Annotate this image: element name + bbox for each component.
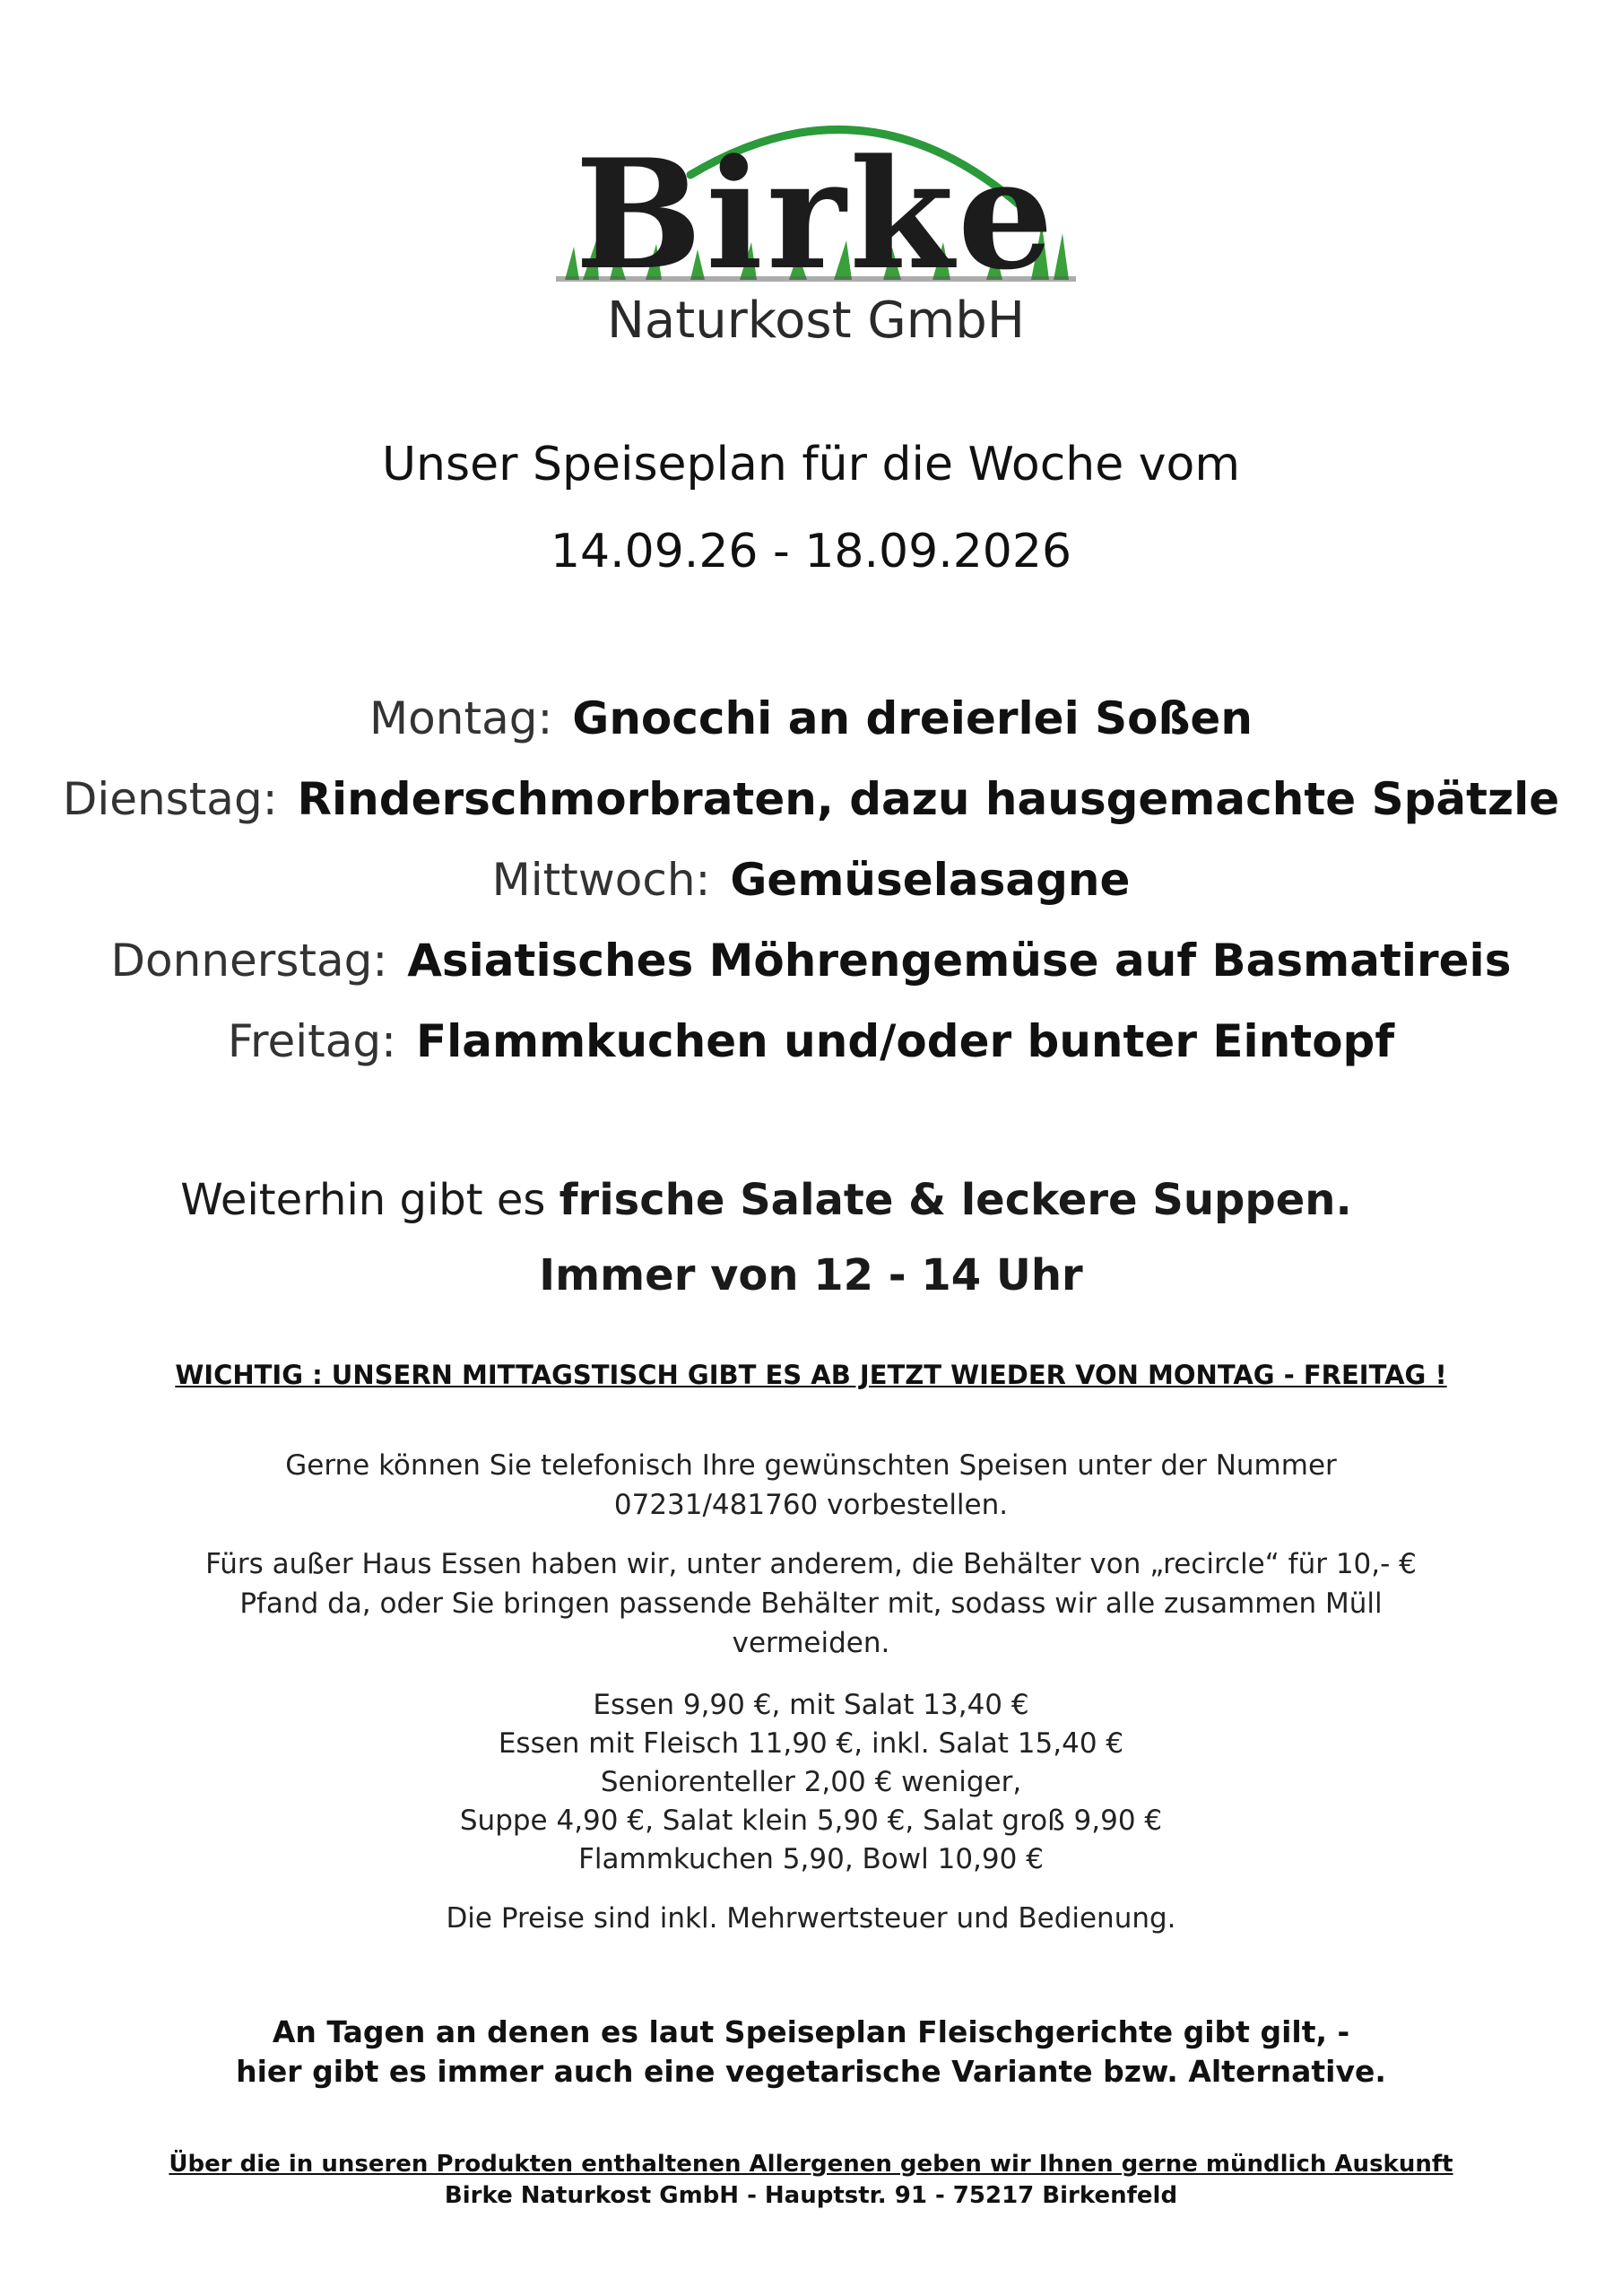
logo-subtitle: Naturkost GmbH [607, 291, 1025, 350]
menu-dish: Flammkuchen und/oder bunter Eintopf [415, 1015, 1395, 1067]
price-line: Essen mit Fleisch 11,90 €, inkl. Salat 15,40 € [498, 1727, 1124, 1760]
menu-row-wednesday [0, 854, 1622, 906]
menu-dish: Gnocchi an dreierlei Soßen [572, 692, 1253, 744]
tax-note: Die Preise sind inkl. Mehrwertsteuer und Bedienung. [446, 1902, 1176, 1935]
menu-day: Donnerstag: [110, 935, 388, 987]
vegetarian-line2: hier gibt es immer auch eine vegetarische Variante bzw. Alternative. [236, 2054, 1386, 2089]
takeaway-line3: vermeiden. [732, 1627, 890, 1659]
menu-day: Montag: [369, 692, 553, 744]
vegetarian-line1: An Tagen an denen es laut Speiseplan Fleischgerichte gibt gilt, - [272, 2014, 1350, 2049]
menu-dish: Rinderschmorbraten, dazu hausgemachte Spätzle [297, 773, 1560, 825]
company-logo [547, 90, 1085, 359]
important-notice: WICHTIG : UNSERN MITTAGSTISCH GIBT ES AB JETZT WIEDER VON MONTAG - FREITAG ! [175, 1360, 1447, 1390]
menu-dish: Gemüselasagne [730, 854, 1131, 906]
price-line: Seniorenteller 2,00 € weniger, [600, 1766, 1022, 1798]
allergen-note: Über die in unseren Produkten enthaltenen Allergenen geben wir Ihnen gerne mündlich Auskunft [169, 2151, 1453, 2178]
menu-dish: Asiatisches Möhrengemüse auf Basmatireis [407, 935, 1512, 987]
extras-prefix: Weiterhin gibt es [180, 1175, 546, 1225]
price-list [0, 1686, 1622, 1879]
menu-row-thursday [0, 935, 1622, 987]
menu-day: Dienstag: [62, 773, 278, 825]
extras-line [0, 1175, 1577, 1225]
takeaway-line2: Pfand da, oder Sie bringen passende Behälter mit, sodass wir alle zusammen Müll [239, 1587, 1383, 1620]
order-info [0, 1446, 1622, 1525]
logo-wordmark: Birke [575, 126, 1057, 303]
opening-hours: Immer von 12 - 14 Uhr [539, 1250, 1083, 1300]
menu-title-line1: Unser Speiseplan für die Woche vom [382, 438, 1240, 491]
vegetarian-note [0, 2013, 1622, 2092]
menu-row-monday [0, 692, 1622, 744]
takeaway-info [0, 1544, 1622, 1663]
menu-day: Freitag: [227, 1015, 396, 1067]
order-info-line2: 07231/481760 vorbestellen. [613, 1489, 1009, 1521]
footer [0, 2149, 1622, 2212]
menu-title-dates: 14.09.26 - 18.09.2026 [550, 525, 1072, 578]
company-address: Birke Naturkost GmbH - Hauptstr. 91 - 75217 Birkenfeld [444, 2182, 1178, 2209]
menu-row-friday [0, 1015, 1622, 1067]
price-line: Flammkuchen 5,90, Bowl 10,90 € [578, 1843, 1044, 1875]
menu-row-tuesday [0, 773, 1622, 825]
price-line: Suppe 4,90 €, Salat klein 5,90 €, Salat groß 9,90 € [459, 1805, 1163, 1837]
price-line: Essen 9,90 €, mit Salat 13,40 € [593, 1689, 1029, 1721]
order-info-line1: Gerne können Sie telefonisch Ihre gewünschten Speisen unter der Nummer [285, 1449, 1337, 1482]
menu-day: Mittwoch: [491, 854, 711, 906]
takeaway-line1: Fürs außer Haus Essen haben wir, unter anderem, die Behälter von „recircle“ für 10,- € [205, 1548, 1417, 1580]
extras-highlight: frische Salate & leckere Suppen. [559, 1175, 1352, 1225]
